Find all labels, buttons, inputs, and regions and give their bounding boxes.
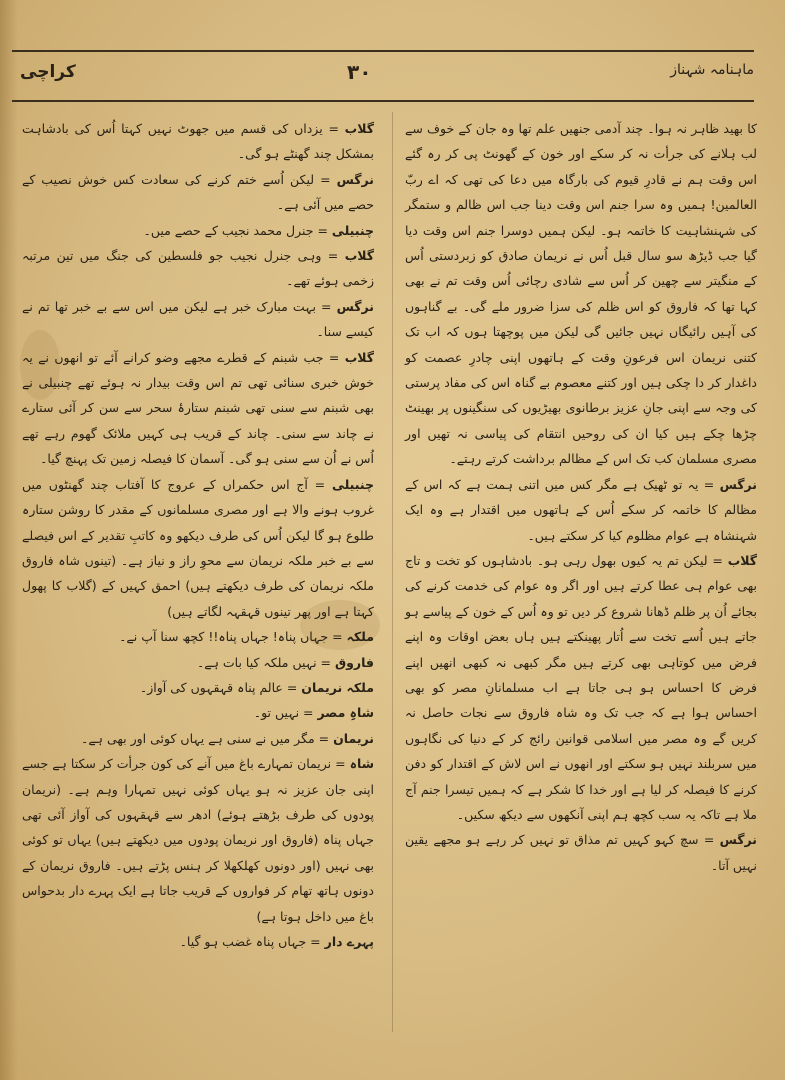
dialogue-line: نرگس = یہ تو ٹھیک ہے مگر کس میں اتنی ہمت ہے کہ اس کے مظالم کا خاتمہ کر سکے اُس کے ہاتھوں میں اقتدار ہے وہ ایک شہنشاہ ہے عوام مظلوم کیا کر سکتے ہیں۔	[405, 476, 757, 543]
dialogue-text: لیکن اُسے ختم کرنے کی سعادت کس خوش نصیب کے حصے میں آئی ہے۔	[22, 171, 374, 213]
dialogue-text: جنرل محمد نجیب کے حصے میں۔	[143, 222, 314, 238]
dialogue-text: نہیں تو۔	[253, 705, 300, 721]
dialogue-line: چنبیلی = جنرل محمد نجیب کے حصے میں۔	[143, 222, 374, 238]
header-rule	[12, 100, 754, 102]
speaker-name: ملکہ	[346, 629, 374, 645]
speaker-name: فاروق	[334, 654, 374, 670]
top-rule	[12, 50, 754, 52]
speaker-name: چنبیلی	[331, 476, 375, 492]
dialogue-line: چنبیلی = آج اس حکمراں کے عروج کا آفتاب چند گھنٹوں میں غروب ہونے والا ہے اور مصری مسلمانوں کے مقدر کا روشن ستارہ طلوع ہو گا لیکن اُس کی طرف دیکھو وہ کاتبِ تقدیر کے اس فیصلے سے بے خبر ملکہ نریمان سے محوِ راز و نیاز ہے۔ (تینوں شاہ فاروق ملکہ نریمان کی طرف دیکھتے ہیں) احمق کہیں کے (گلاب کا پھول کہتا ہے اور پھر تینوں قہقہہ لگاتے ہیں)	[22, 476, 375, 619]
dialogue-text: آج اس حکمراں کے عروج کا آفتاب چند گھنٹوں میں غروب ہونے والا ہے اور مصری مسلمانوں کے مقدر کا روشن ستارہ طلوع ہو گا لیکن اُس کی طرف دیکھو وہ کاتبِ تقدیر کے اس فیصلے سے بے خبر ملکہ نریمان سے محوِ راز و نیاز ہے۔ (تینوں شاہ فاروق ملکہ نریمان کی طرف دیکھتے ہیں) احمق کہیں کے (گلاب کا پھول کہتا ہے اور پھر تینوں قہقہہ لگاتے ہیں)	[22, 476, 374, 619]
speaker-name: شاہ	[349, 756, 374, 772]
dialogue-line: ملکہ نریمان = عالم پناہ قہقہوں کی آواز۔	[139, 679, 374, 695]
dialogue-line: گلاب = یزداں کی قسم میں جھوٹ نہیں کہتا اُس کی بادشاہت بمشکل چند گھنٹے ہو گی۔	[22, 121, 374, 162]
speaker-name: نریمان	[333, 730, 374, 746]
dialogue-line: گلاب = وہی جنرل نجیب جو فلسطین کی جنگ میں تین مرتبہ زخمی ہوئے تھے۔	[22, 248, 375, 289]
dialogue-text: وہی جنرل نجیب جو فلسطین کی جنگ میں تین مرتبہ زخمی ہوئے تھے۔	[22, 248, 374, 289]
dialogue-text: جہاں پناہ! جہاں پناہ!! کچھ سنا آپ نے۔	[119, 629, 329, 645]
dialogue-text: عالم پناہ قہقہوں کی آواز۔	[139, 679, 283, 695]
dialogue-text: مگر میں نے سنی ہے یہاں کوئی اور بھی ہے۔	[81, 730, 315, 746]
paragraph	[405, 116, 757, 472]
page-edge-shadow	[0, 0, 18, 1080]
page-header	[12, 62, 754, 92]
page-number: ۳۰	[347, 60, 372, 84]
column-divider	[392, 112, 393, 1032]
dialogue-text: سچ کہو کہیں تم مذاق تو نہیں کر رہے ہو مجھے یقین نہیں آتا۔	[405, 832, 757, 873]
dialogue-line: گلاب = جب شبنم کے قطرے مجھے وضو کرانے آئے تو انھوں نے یہ خوش خبری سنائی تھی تم اس وقت بیدار نہ ہوئے تھے چنبیلی نے بھی شبنم سے سنی تھی شبنم ستارۂ سحر سے سن کر آئی ستارے نے چاند سے سنی۔ چاند کے قریب ہی کہیں ملائک گھوم رہے تھے اُس نے اُن سے سنی ہو گی۔ آسمان کا فیصلہ زمین تک پہنچ گیا۔	[22, 349, 375, 467]
header-city: کراچی	[20, 62, 76, 82]
speaker-name: چنبیلی	[331, 222, 374, 238]
dialogue-text: یزداں کی قسم میں جھوٹ نہیں کہتا اُس کی بادشاہت بمشکل چند گھنٹے ہو گی۔	[22, 121, 374, 162]
paragraph-text: کا بھید ظاہر نہ ہوا۔ چند آدمی جنھیں علم تھا وہ جان کے خوف سے لب ہلانے کی جرأت نہ کر سکے اور خون کے گھونٹ پی کر رہ گئے اس وقت ہم نے قادرِ قیوم کی بارگاہ میں دعا کی تھی کہ اے ربّ العالمین! ہمیں وہ سرا جنم اس وقت دینا جب اس ظالم و ستمگر کی شہنشاہیت کا خاتمہ ہو۔ لیکن ہمیں دوسرا جنم اس وقت دیا گیا جب ڈیڑھ سو سال قبل اُس نے نریمان صادق کو زبردستی اُس کے منگیتر سے چھین کر اُس سے شادی رچائی اُس وقت تم نے بھی کہا تھا کہ فاروق کو اس ظلم کی سزا ضرور ملے گی۔ بے گناہوں کی آہیں رائیگاں نہیں جائیں گی لیکن میں پوچھتا ہوں کہ اب تک کتنی نریمان اس فرعونِ وقت کے ہاتھوں اپنی چادرِ عصمت کو داغدار کر دا چکی ہیں اور کتنے معصوم بے گناہ اس کی مفاد پرستی کی وجہ سے اپنی جانِ عزیز برطانوی بھیڑیوں کی سنگینوں پر بھینٹ چڑھا چکے ہیں کیا ان کی روحیں انتقام کی پیاسی نہ تھیں اور مصری مسلمان کب تک اس کے مظالم برداشت کرتے رہتے۔	[405, 121, 757, 467]
dialogue-text: جہاں پناہ غضب ہو گیا۔	[179, 934, 307, 949]
speaker-name: گلاب	[344, 121, 374, 136]
dialogue-text: جب شبنم کے قطرے مجھے وضو کرانے آئے تو انھوں نے یہ خوش خبری سنائی تھی تم اس وقت بیدار نہ ہوئے تھے چنبیلی نے بھی شبنم سے سنی تھی شبنم ستارۂ سحر سے سن کر آئی ستارے نے چاند سے سنی۔ چاند کے قریب ہی کہیں ملائک گھوم رہے تھے اُس نے اُن سے سنی ہو گی۔ آسمان کا فیصلہ زمین تک پہنچ گیا۔	[22, 349, 374, 467]
left-column	[22, 116, 374, 1046]
speaker-name: گلاب	[344, 349, 375, 365]
dialogue-text: لیکن تم یہ کیوں بھول رہی ہو۔ بادشاہوں کو تخت و تاج بھی عوام ہی عطا کرتے ہیں اور اگر وہ عوام کی خدمت کرنے کی بجائے اُن پر ظلم ڈھانا شروع کر دیں تو وہ اُس کے خون کے پیاسے ہو جاتے ہیں اُسے تخت سے اُتار پھینکتے ہیں ہاں بعض اوقات وہ اپنے فرض میں کوتاہی بھی کرتے ہیں مگر کبھی نہ کبھی انھیں اپنے فرض کا احساس ہو ہی جاتا ہے اب مسلمانانِ مصر کو بھی احساس ہوا ہے کہ جب تک وہ شاہ فاروق سے نجات حاصل نہ کریں گے وہ مصر میں اسلامی قوانین رائج کر کے دنیا کی نگاہوں میں سربلند نہیں ہو سکتے اور انھوں نے اس لاش کے اقتدار کو دفن کرنے کا فیصلہ کر لیا ہے اور خدا کا شکر ہے کہ ہمیں تیسرا جنم آج ملا ہے تاکہ یہ سب کچھ ہم اپنی آنکھوں سے دیکھ سکیں۔	[405, 552, 757, 822]
dialogue-line: پہرے دار = جہاں پناہ غضب ہو گیا۔	[179, 934, 374, 949]
dialogue-text: یہ تو ٹھیک ہے مگر کس میں اتنی ہمت ہے کہ اس کے مظالم کا خاتمہ کر سکے اُس کے ہاتھوں میں اقتدار ہے وہ ایک شہنشاہ ہے عوام مظلوم کیا کر سکتے ہیں۔	[405, 476, 757, 543]
dialogue-line: ملکہ = جہاں پناہ! جہاں پناہ!! کچھ سنا آپ نے۔	[119, 629, 374, 645]
speaker-name: گلاب	[727, 552, 758, 568]
dialogue-line: نرگس = بہت مبارک خبر ہے لیکن میں اس سے بے خبر تھا تم نے کیسے سنا۔	[22, 298, 374, 340]
dialogue-text: نریمان تمہارے باغ میں آنے کی کون جرأت کر سکتا ہے جسے اپنی جان عزیز نہ ہو یہاں کوئی نہیں تمہارا وہم ہے۔ (نریمان پودوں کی طرف بڑھتے ہوئے) ادھر سے قہقہوں کی آواز آئی تھی جہاں پناہ (فاروق اور نریمان پودوں میں دیکھتے ہیں) یہاں تو کوئی بھی نہیں (اور دونوں کھلکھلا کر ہنس پڑتے ہیں۔ فاروق نریمان کے دونوں ہاتھ تھام کر فواروں کے قریب جاتا ہے ایک پہرے دار بدحواس باغ میں داخل ہوتا ہے)	[22, 756, 374, 924]
dialogue-line: فاروق = نہیں ملکہ کیا بات ہے۔	[196, 654, 374, 670]
speaker-name: شاہِ مصر	[317, 705, 374, 721]
dialogue-line: شاہِ مصر = نہیں تو۔	[253, 705, 374, 721]
speaker-name: نرگس	[336, 298, 374, 314]
dialogue-text: بہت مبارک خبر ہے لیکن میں اس سے بے خبر تھا تم نے کیسے سنا۔	[22, 298, 374, 340]
dialogue-line: نریمان = مگر میں نے سنی ہے یہاں کوئی اور بھی ہے۔	[81, 730, 374, 746]
dialogue-line: شاہ = نریمان تمہارے باغ میں آنے کی کون جرأت کر سکتا ہے جسے اپنی جان عزیز نہ ہو یہاں کوئی نہیں تمہارا وہم ہے۔ (نریمان پودوں کی طرف بڑھتے ہوئے) ادھر سے قہقہوں کی آواز آئی تھی جہاں پناہ (فاروق اور نریمان پودوں میں دیکھتے ہیں) یہاں تو کوئی بھی نہیں (اور دونوں کھلکھلا کر ہنس پڑتے ہیں۔ فاروق نریمان کے دونوں ہاتھ تھام کر فواروں کے قریب جاتا ہے ایک پہرے دار بدحواس باغ میں داخل ہوتا ہے)	[22, 756, 374, 924]
dialogue-text: نہیں ملکہ کیا بات ہے۔	[196, 654, 317, 670]
speaker-name: پہرے دار	[324, 934, 374, 949]
right-column	[405, 116, 757, 1046]
speaker-name: نرگس	[719, 832, 758, 848]
dialogue-line: نرگس = سچ کہو کہیں تم مذاق تو نہیں کر رہے ہو مجھے یقین نہیں آتا۔	[405, 832, 758, 873]
magazine-title: ماہنامہ شہناز	[670, 62, 754, 78]
dialogue-line: گلاب = لیکن تم یہ کیوں بھول رہی ہو۔ بادشاہوں کو تخت و تاج بھی عوام ہی عطا کرتے ہیں اور اگر وہ عوام کی خدمت کرنے کی بجائے اُن پر ظلم ڈھانا شروع کر دیں تو وہ اُس کے خون کے پیاسے ہو جاتے ہیں اُسے تخت سے اُتار پھینکتے ہیں ہاں بعض اوقات وہ اپنے فرض میں کوتاہی بھی کرتے ہیں مگر کبھی نہ کبھی انھیں اپنے فرض کا احساس ہو ہی جاتا ہے اب مسلمانانِ مصر کو بھی احساس ہوا ہے کہ جب تک وہ شاہ فاروق سے نجات حاصل نہ کریں گے وہ مصر میں اسلامی قوانین رائج کر کے دنیا کی نگاہوں میں سربلند نہیں ہو سکتے اور انھوں نے اس لاش کے اقتدار کو دفن کرنے کا فیصلہ کر لیا ہے اور خدا کا شکر ہے کہ ہمیں تیسرا جنم آج ملا ہے تاکہ یہ سب کچھ ہم اپنی آنکھوں سے دیکھ سکیں۔	[405, 552, 758, 822]
speaker-name: گلاب	[344, 248, 375, 264]
speaker-name: ملکہ نریمان	[301, 679, 374, 695]
dialogue-line: نرگس = لیکن اُسے ختم کرنے کی سعادت کس خوش نصیب کے حصے میں آئی ہے۔	[22, 171, 374, 213]
speaker-name: نرگس	[719, 476, 757, 492]
speaker-name: نرگس	[336, 171, 374, 187]
